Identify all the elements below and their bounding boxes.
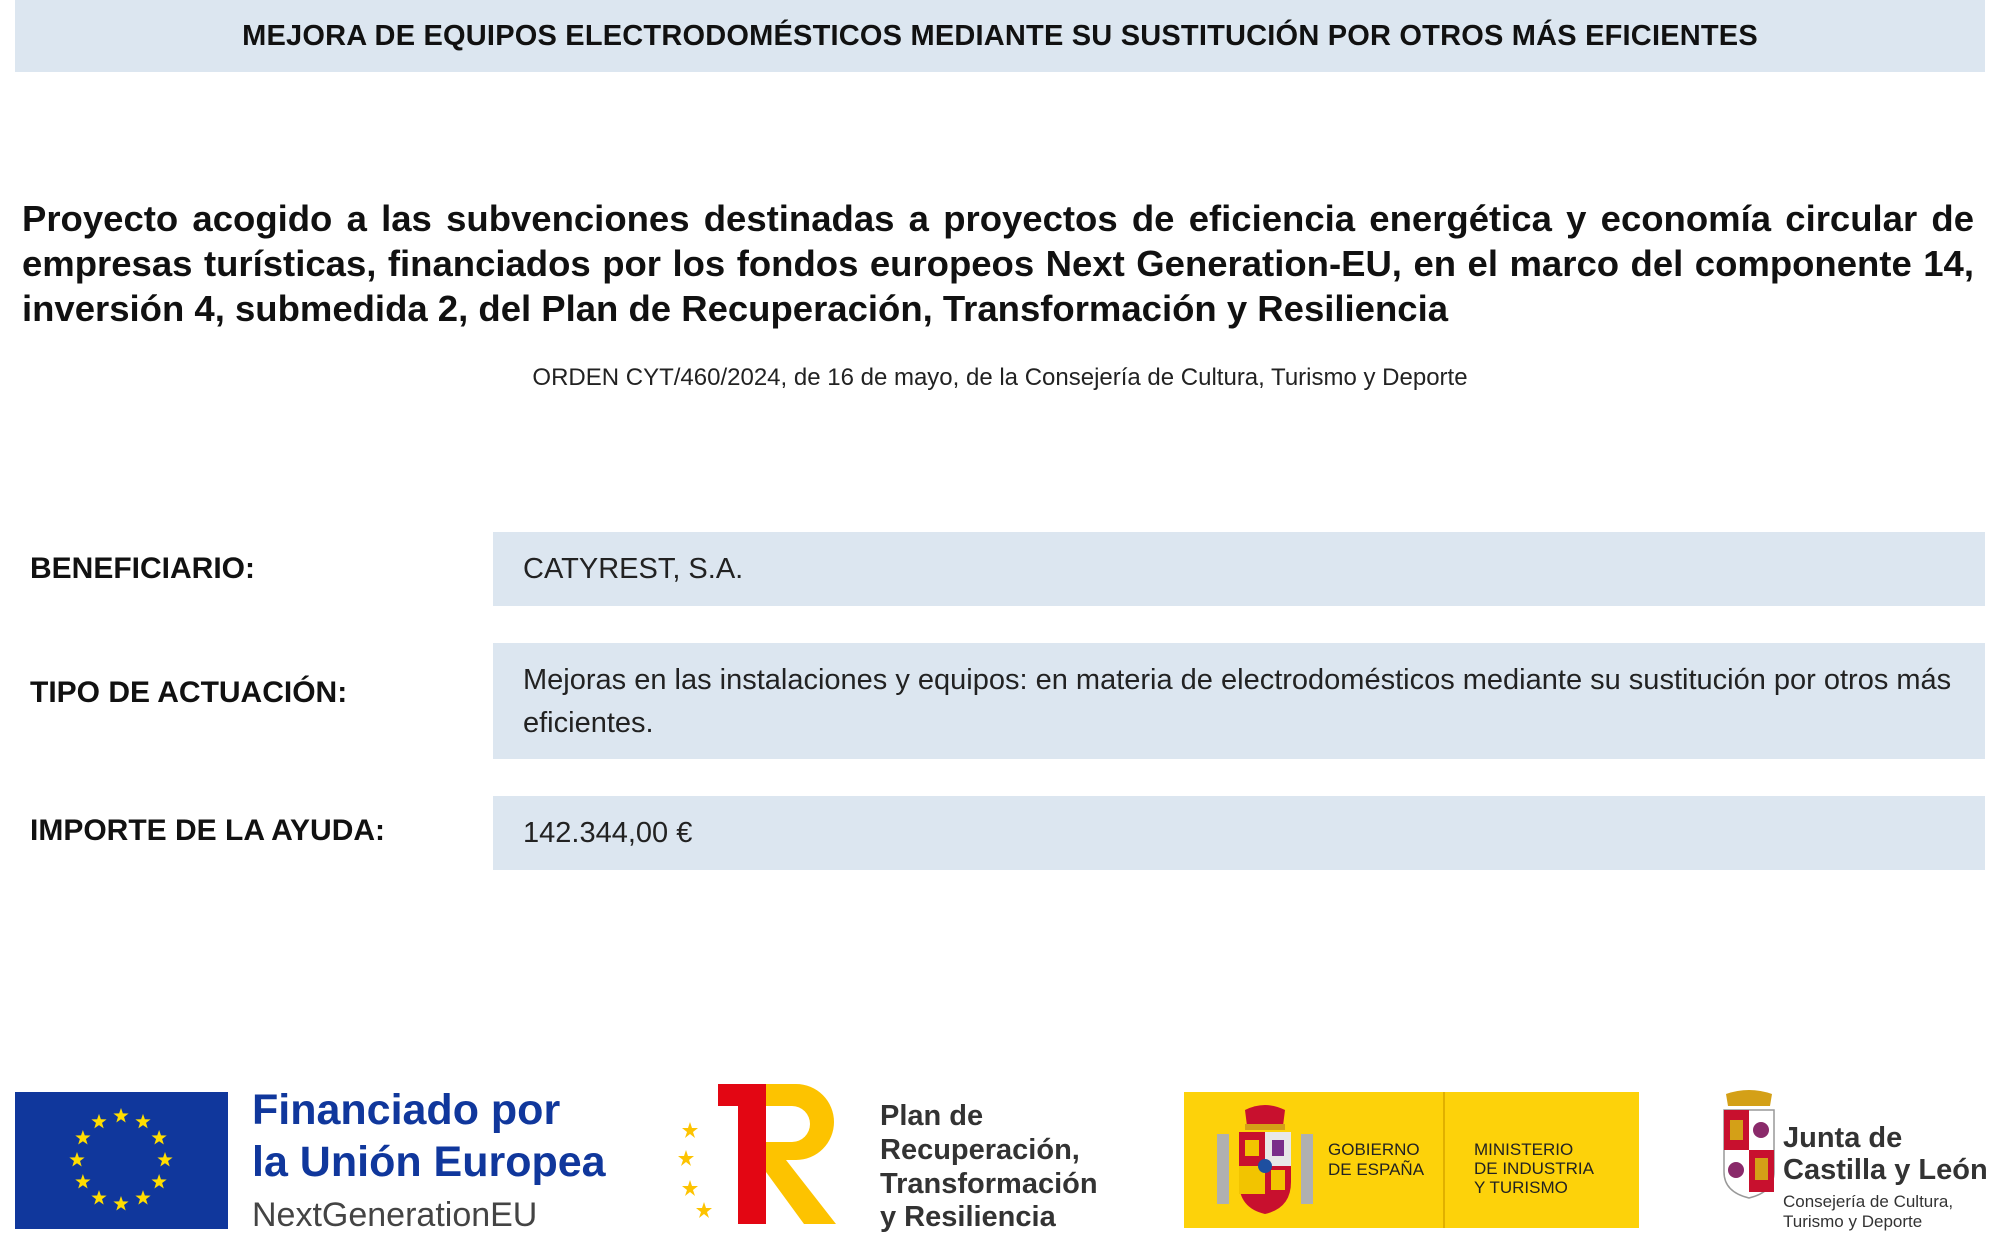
- eu-star: [91, 1114, 106, 1128]
- eu-star: [113, 1196, 128, 1210]
- jcyl-line2: Castilla y León: [1783, 1154, 1988, 1186]
- prtr-text-line3: Transformación: [880, 1168, 1098, 1200]
- eu-text-line1: Financiado por: [252, 1086, 561, 1134]
- eu-star: [135, 1190, 150, 1204]
- beneficiario-value-box: [493, 532, 1985, 606]
- eu-star: [91, 1190, 106, 1204]
- eu-star: [69, 1152, 84, 1166]
- ministerio-line2: DE INDUSTRIA: [1474, 1159, 1594, 1178]
- eu-star: [75, 1174, 90, 1188]
- eu-flag-icon: [15, 1092, 228, 1229]
- jcyl-line4: Turismo y Deporte: [1783, 1212, 1923, 1231]
- eu-star: [135, 1114, 150, 1128]
- importe-value: 142.344,00 €: [523, 816, 693, 849]
- prtr-text-line4: y Resiliencia: [880, 1201, 1056, 1233]
- page-title: MEJORA DE EQUIPOS ELECTRODOMÉSTICOS MEDIANTE SU SUSTITUCIÓN POR OTROS MÁS EFICIENTES: [242, 19, 1758, 52]
- eu-star: [152, 1130, 167, 1144]
- tipo-actuacion-value-box: [493, 643, 1985, 759]
- eu-star: [157, 1152, 172, 1166]
- jcyl-line1: Junta de: [1783, 1122, 1903, 1154]
- beneficiario-label: BENEFICIARIO:: [30, 552, 255, 585]
- eu-star: [75, 1130, 90, 1144]
- eu-star: [113, 1108, 128, 1122]
- gobierno-line2: DE ESPAÑA: [1328, 1160, 1425, 1179]
- title-banner: [15, 0, 1985, 72]
- prtr-text-line2: Recuperación,: [880, 1134, 1080, 1166]
- beneficiario-value: CATYREST, S.A.: [523, 552, 744, 585]
- castilla-leon-shield-icon: [1720, 1090, 1778, 1200]
- eu-text-line3: NextGenerationEU: [252, 1196, 538, 1234]
- gobierno-line1: GOBIERNO: [1328, 1140, 1420, 1159]
- ministerio-line3: Y TURISMO: [1474, 1178, 1568, 1197]
- jcyl-line3: Consejería de Cultura,: [1783, 1192, 1954, 1211]
- coat-of-arms-icon: [1215, 1104, 1315, 1218]
- prtr-text-line1: Plan de: [880, 1100, 984, 1132]
- importe-label: IMPORTE DE LA AYUDA:: [30, 814, 386, 847]
- importe-value-box: [493, 796, 1985, 870]
- gobierno-divider: [1443, 1092, 1445, 1228]
- ministerio-line1: MINISTERIO: [1474, 1140, 1574, 1159]
- eu-star: [152, 1174, 167, 1188]
- orden-reference: ORDEN CYT/460/2024, de 16 de mayo, de la Consejería de Cultura, Turismo y Deporte: [532, 364, 1468, 391]
- eu-text-line2: la Unión Europea: [252, 1138, 606, 1186]
- tipo-actuacion-label: TIPO DE ACTUACIÓN:: [30, 676, 348, 709]
- intro-paragraph: Proyecto acogido a las subvenciones destinadas a proyectos de eficiencia energética y economía circular de empresas turísticas, financiados por los fondos europeos Next Generation-EU, en el marco del componente 14, inversión 4, submedida 2, del Plan de Recuperación, Transformación y Resiliencia: [22, 198, 1974, 329]
- tipo-actuacion-value: Mejoras en las instalaciones y equipos: en materia de electrodomésticos mediante su sustitución por otros más eficientes.: [523, 664, 1952, 739]
- funding-logos: [0, 1080, 2000, 1234]
- prtr-logo-icon: [668, 1084, 858, 1224]
